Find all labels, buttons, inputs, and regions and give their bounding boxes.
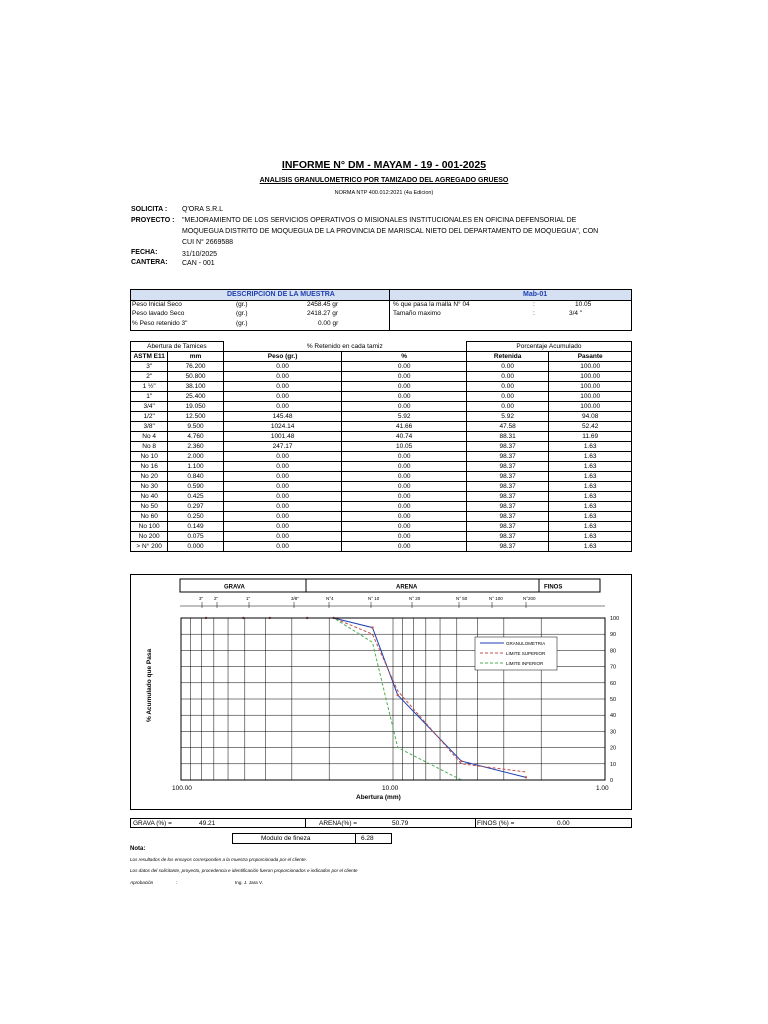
table-cell: 12.500 xyxy=(168,412,223,422)
pasa-malla-label: % que pasa la malla N° 04 xyxy=(393,301,470,308)
table-cell: 0.00 xyxy=(342,452,466,462)
table-cell: 5.92 xyxy=(342,412,466,422)
arena-value: 50.79 xyxy=(392,820,409,827)
note-2: Los datos del solicitante, proyecto, procedencia e identificación fueron proporcionados e indicados por el cliente xyxy=(130,868,358,873)
sieve-label: N° 100 xyxy=(489,596,503,601)
table-cell: 0.075 xyxy=(168,532,223,542)
y-axis-label: % Acumulado que Pasa xyxy=(146,648,153,722)
table-cell: 0.00 xyxy=(223,532,342,542)
table-cell: 0.149 xyxy=(168,522,223,532)
table-cell: 1.63 xyxy=(549,542,632,552)
tamano-maximo-value: 3/4 " xyxy=(569,310,583,317)
sieve-label: 3/8" xyxy=(291,596,299,601)
y-tick-label: 90 xyxy=(610,632,617,639)
col-mm: mm xyxy=(168,352,223,362)
group-abertura: Abertura de Tamices xyxy=(131,342,224,352)
data-point xyxy=(397,694,399,696)
table-row xyxy=(131,522,632,532)
solicita-value: Q'ORA S.R.L xyxy=(182,206,224,213)
table-cell: 0.00 xyxy=(342,512,466,522)
table-cell: 2.000 xyxy=(168,452,223,462)
table-cell: 0.250 xyxy=(168,512,223,522)
finos-label: FINOS (%) = xyxy=(477,820,515,827)
table-cell: 1.63 xyxy=(549,492,632,502)
table-cell: 0.297 xyxy=(168,502,223,512)
table-cell: 0.00 xyxy=(466,382,549,392)
peso-retenido-value: 0.00 gr xyxy=(318,320,339,327)
table-cell: 0.00 xyxy=(342,472,466,482)
table-cell: 98.37 xyxy=(466,482,549,492)
table-cell: 1.63 xyxy=(549,532,632,542)
table-row xyxy=(131,542,632,552)
pasa-malla-value: 10.05 xyxy=(575,301,592,308)
table-cell: 50.800 xyxy=(168,372,223,382)
muestra-header: DESCRIPCION DE LA MUESTRA xyxy=(227,291,335,298)
table-cell: 1.63 xyxy=(549,442,632,452)
table-row xyxy=(131,482,632,492)
peso-inicial-label: Peso Inicial Seco xyxy=(132,301,182,308)
note-1: Los resultados de los ensayos corresponden a la muestra proporcionada por el cliente. xyxy=(130,857,307,862)
proyecto-label: PROYECTO : xyxy=(131,217,175,224)
table-cell: 0.00 xyxy=(223,502,342,512)
table-cell: 1.100 xyxy=(168,462,223,472)
table-cell: 1.63 xyxy=(549,522,632,532)
sieve-label: 1" xyxy=(246,596,251,601)
table-cell: 0.00 xyxy=(223,452,342,462)
table-cell: 1.63 xyxy=(549,482,632,492)
table-cell: 98.37 xyxy=(466,542,549,552)
table-cell: 98.37 xyxy=(466,492,549,502)
y-tick-label: 20 xyxy=(610,745,617,752)
table-cell: > N° 200 xyxy=(131,542,168,552)
table-row xyxy=(131,432,632,442)
table-cell: 0.00 xyxy=(466,372,549,382)
table-cell: 1 ½" xyxy=(131,382,168,392)
tamices-table xyxy=(130,341,632,552)
notes-title: Nota: xyxy=(130,846,146,852)
table-cell: 100.00 xyxy=(549,382,632,392)
peso-inicial-unit: (gr.) xyxy=(236,301,248,308)
table-cell: 1.63 xyxy=(549,512,632,522)
zone-arena: ARENA xyxy=(396,584,418,591)
table-cell: 247.17 xyxy=(223,442,342,452)
table-row xyxy=(131,452,632,462)
table-cell: 100.00 xyxy=(549,372,632,382)
table-cell: No 8 xyxy=(131,442,168,452)
table-cell: No 16 xyxy=(131,462,168,472)
table-cell: 3/8" xyxy=(131,422,168,432)
table-row xyxy=(131,372,632,382)
summary-row xyxy=(130,818,632,828)
data-point xyxy=(525,776,527,778)
table-cell: 98.37 xyxy=(466,502,549,512)
report-subtitle: ANALISIS GRANULOMETRICO POR TAMIZADO DEL AGREGADO GRUESO xyxy=(259,177,509,184)
table-cell: 76.200 xyxy=(168,362,223,372)
x-tick-1: 1.00 xyxy=(596,785,609,792)
table-cell: 1024.14 xyxy=(223,422,342,432)
table-row xyxy=(131,462,632,472)
divider xyxy=(305,819,306,827)
group-retenido: % Retenido en cada tamiz xyxy=(306,342,383,350)
legend-superior: LIMITE SUPERIOR xyxy=(506,651,546,656)
report-norma: NORMA NTP 400.012:2021 (4a Edicion) xyxy=(334,190,434,196)
muestra-code: Mab-01 xyxy=(523,291,548,298)
table-cell: 0.00 xyxy=(342,532,466,542)
table-cell: 0.00 xyxy=(342,482,466,492)
table-row xyxy=(131,532,632,542)
table-cell: 0.00 xyxy=(342,492,466,502)
table-cell: 0.00 xyxy=(342,522,466,532)
fecha-label: FECHA: xyxy=(131,249,158,256)
finos-value: 0.00 xyxy=(557,820,570,827)
table-cell: 5.92 xyxy=(466,412,549,422)
divider xyxy=(389,290,390,300)
table-cell: 0.590 xyxy=(168,482,223,492)
sieve-label: 2" xyxy=(214,596,219,601)
y-tick-label: 80 xyxy=(610,648,617,655)
y-tick-label: 70 xyxy=(610,664,617,671)
table-cell: 88.31 xyxy=(466,432,549,442)
table-cell: 10.05 xyxy=(342,442,466,452)
table-row xyxy=(131,422,632,432)
y-tick-label: 50 xyxy=(610,697,617,703)
proyecto-line-1: "MEJORAMIENTO DE LOS SERVICIOS OPERATIVOS O MISIONALES INSTITUCIONALES EN OFICINA DEFENSORIAL DE xyxy=(182,217,577,224)
col-peso: Peso (gr.) xyxy=(223,352,342,362)
sieve-label: 3" xyxy=(199,596,204,601)
modulo-label: Modulo de fineza xyxy=(261,835,311,842)
table-cell: 0.00 xyxy=(342,542,466,552)
table-cell: 1.63 xyxy=(549,472,632,482)
table-cell: 98.37 xyxy=(466,522,549,532)
table-cell: No 40 xyxy=(131,492,168,502)
table-cell: 98.37 xyxy=(466,512,549,522)
colon: : xyxy=(533,310,535,317)
proyecto-line-2: MOQUEGUA DISTRITO DE MOQUEGUA DE LA PROVINCIA DE MARISCAL NIETO DEL DEPARTAMENTO DE MOQUEGUA", CON xyxy=(182,228,599,235)
table-cell: 40.74 xyxy=(342,432,466,442)
table-cell: 2" xyxy=(131,372,168,382)
table-cell: 1" xyxy=(131,392,168,402)
table-row xyxy=(131,442,632,452)
table-cell: 25.400 xyxy=(168,392,223,402)
aprobacion-label: Aprobación xyxy=(130,880,154,885)
table-cell: 41.66 xyxy=(342,422,466,432)
sieve-label: N° 50 xyxy=(456,596,468,601)
y-tick-label: 40 xyxy=(610,713,617,720)
sieve-label: N° 20 xyxy=(409,596,421,601)
table-cell: 19.050 xyxy=(168,402,223,412)
col-pasante: Pasante xyxy=(549,352,632,362)
cantera-label: CANTERA: xyxy=(131,259,168,266)
table-cell: 0.00 xyxy=(223,402,342,412)
zone-grava: GRAVA xyxy=(224,584,245,591)
divider xyxy=(355,834,356,843)
granulometry-chart xyxy=(130,574,632,810)
table-cell: 0.425 xyxy=(168,492,223,502)
sieve-label: N° 10 xyxy=(368,596,380,601)
table-cell: No 20 xyxy=(131,472,168,482)
x-tick-10: 10.00 xyxy=(382,785,399,792)
table-cell: 0.00 xyxy=(223,392,342,402)
peso-lavado-unit: (gr.) xyxy=(236,310,248,317)
table-cell: 100.00 xyxy=(549,392,632,402)
aprobacion-colon: : xyxy=(176,880,178,885)
table-cell: 52.42 xyxy=(549,422,632,432)
tamano-maximo-label: Tamaño maximo xyxy=(393,310,441,317)
col-pct: % xyxy=(342,352,466,362)
table-cell: 1.63 xyxy=(549,452,632,462)
table-cell: No 60 xyxy=(131,512,168,522)
table-cell: No 50 xyxy=(131,502,168,512)
table-cell: 1.63 xyxy=(549,502,632,512)
table-cell: 2.360 xyxy=(168,442,223,452)
table-cell: 0.00 xyxy=(223,382,342,392)
table-cell: 0.00 xyxy=(223,542,342,552)
table-cell: 0.00 xyxy=(342,372,466,382)
legend-inferior: LIMITE INFERIOR xyxy=(506,661,544,666)
muestra-box xyxy=(130,289,632,331)
table-cell: 0.00 xyxy=(223,512,342,522)
cantera-value: CAN - 001 xyxy=(182,260,215,267)
report-title: INFORME N° DM - MAYAM - 19 - 001-2025 xyxy=(281,159,487,171)
table-cell: No 100 xyxy=(131,522,168,532)
table-cell: 100.00 xyxy=(549,402,632,412)
aprobacion-name: Ing. J. Jara V. xyxy=(235,880,263,885)
table-cell: 94.08 xyxy=(549,412,632,422)
table-cell: 11.69 xyxy=(549,432,632,442)
table-row xyxy=(131,512,632,522)
table-cell: No 200 xyxy=(131,532,168,542)
table-row xyxy=(131,402,632,412)
table-cell: 0.00 xyxy=(223,462,342,472)
colon: : xyxy=(533,301,535,308)
tamices-body xyxy=(131,362,632,552)
table-row xyxy=(131,502,632,512)
table-cell: 0.00 xyxy=(223,482,342,492)
table-cell: 0.00 xyxy=(466,392,549,402)
table-cell: 3/4" xyxy=(131,402,168,412)
table-cell: 0.00 xyxy=(466,362,549,372)
table-cell: 0.00 xyxy=(223,522,342,532)
proyecto-line-3: CUI N° 2669588 xyxy=(182,239,234,246)
table-cell: 47.58 xyxy=(466,422,549,432)
solicita-label: SOLICITA : xyxy=(131,206,168,213)
table-cell: 9.500 xyxy=(168,422,223,432)
table-row xyxy=(131,472,632,482)
peso-retenido-label: % Peso retenido 3" xyxy=(132,320,188,327)
table-cell: 0.00 xyxy=(223,472,342,482)
table-cell: No 10 xyxy=(131,452,168,462)
table-cell: 0.00 xyxy=(342,462,466,472)
y-tick-label: 30 xyxy=(610,729,617,736)
table-cell: 98.37 xyxy=(466,532,549,542)
table-cell: 0.00 xyxy=(223,492,342,502)
fecha-value: 31/10/2025 xyxy=(182,251,218,258)
sieve-row xyxy=(180,596,605,608)
table-row xyxy=(131,392,632,402)
table-cell: No 4 xyxy=(131,432,168,442)
table-cell: 98.37 xyxy=(466,462,549,472)
group-acumulado: Porcentaje Acumulado xyxy=(466,342,631,352)
y-tick-label: 100 xyxy=(610,616,620,622)
modulo-value: 6.28 xyxy=(361,835,374,842)
table-cell: 0.00 xyxy=(342,502,466,512)
table-cell: 3" xyxy=(131,362,168,372)
peso-retenido-unit: (gr.) xyxy=(236,320,248,327)
table-cell: 0.00 xyxy=(342,392,466,402)
table-row xyxy=(131,362,632,372)
table-cell: 0.00 xyxy=(342,382,466,392)
peso-lavado-value: 2418.27 gr xyxy=(307,310,339,317)
sieve-label: N°200 xyxy=(523,596,536,601)
divider xyxy=(475,819,476,827)
table-cell: 98.37 xyxy=(466,472,549,482)
table-cell: 0.840 xyxy=(168,472,223,482)
peso-inicial-value: 2458.45 gr xyxy=(307,301,339,308)
grava-label: GRAVA (%) = xyxy=(133,820,172,827)
table-cell: 0.00 xyxy=(223,362,342,372)
table-cell: No 30 xyxy=(131,482,168,492)
sieve-label: N°4 xyxy=(326,596,334,601)
table-cell: 98.37 xyxy=(466,442,549,452)
table-row xyxy=(131,492,632,502)
arena-label: ARENA(%) = xyxy=(319,820,358,827)
table-cell: 1.63 xyxy=(549,462,632,472)
data-point xyxy=(460,760,462,762)
table-cell: 4.760 xyxy=(168,432,223,442)
x-tick-100: 100.00 xyxy=(172,785,192,792)
x-axis-label: Abertura (mm) xyxy=(356,794,401,801)
table-cell: 145.48 xyxy=(223,412,342,422)
table-cell: 0.00 xyxy=(466,402,549,412)
table-cell: 0.00 xyxy=(342,362,466,372)
y-tick-label: 10 xyxy=(610,761,617,768)
table-cell: 0.00 xyxy=(223,372,342,382)
y-tick-label: 0 xyxy=(610,778,614,784)
table-cell: 1001.48 xyxy=(223,432,342,442)
table-cell: 0.000 xyxy=(168,542,223,552)
table-cell: 98.37 xyxy=(466,452,549,462)
divider xyxy=(389,300,390,330)
table-row xyxy=(131,382,632,392)
grava-value: 49.21 xyxy=(199,820,216,827)
table-cell: 0.00 xyxy=(342,402,466,412)
col-retenida: Retenida xyxy=(466,352,549,362)
table-cell: 100.00 xyxy=(549,362,632,372)
data-point xyxy=(371,626,373,628)
muestra-header-band xyxy=(131,290,631,301)
peso-lavado-label: Peso lavado Seco xyxy=(132,310,185,317)
table-row xyxy=(131,412,632,422)
table-cell: 1/2" xyxy=(131,412,168,422)
table-cell: 38.100 xyxy=(168,382,223,392)
col-astm: ASTM E11 xyxy=(131,352,168,362)
zone-finos: FINOS xyxy=(544,584,563,591)
legend-granulometria: GRANULOMETRIA xyxy=(506,641,546,646)
modulo-box xyxy=(232,833,392,844)
y-tick-label: 60 xyxy=(610,680,617,687)
